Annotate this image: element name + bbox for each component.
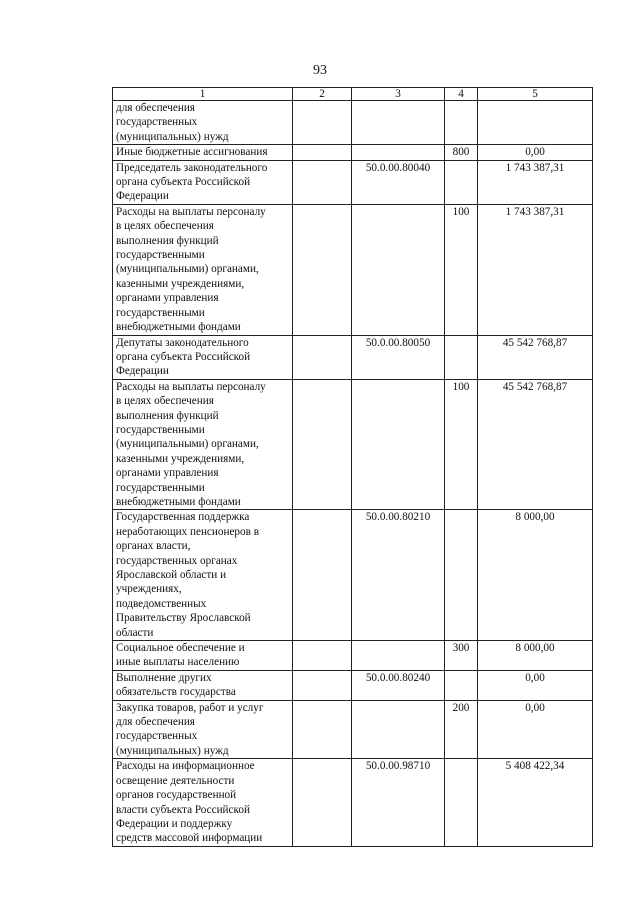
row-code-cell: [352, 700, 445, 759]
table-row: [113, 335, 593, 379]
row-type-cell: 200: [445, 700, 478, 759]
row-sum-cell: 45 542 768,87: [478, 335, 593, 379]
row-code-cell: 50.0.00.98710: [352, 759, 445, 846]
row-name-line: Иные бюджетные ассигнования: [116, 146, 268, 159]
row-col2-cell: [293, 160, 352, 204]
row-col2-cell: [293, 335, 352, 379]
row-sum-cell: 0,00: [478, 670, 593, 700]
row-code-cell: [352, 379, 445, 510]
column-header-3: 3: [352, 88, 445, 101]
row-name-line: обязательств государства: [116, 686, 236, 699]
row-name-cell: [113, 160, 293, 204]
row-name-line: органа субъекта Российской: [116, 350, 251, 363]
row-col2-cell: [293, 510, 352, 641]
row-name-line: Государственная поддержка: [116, 511, 250, 524]
row-name-cell: [113, 379, 293, 510]
row-type-cell: 300: [445, 641, 478, 671]
row-name-line: выполнения функций: [116, 234, 219, 247]
row-code-cell: [352, 641, 445, 671]
row-name-line: Депутаты законодательного: [116, 336, 249, 349]
row-col2-cell: [293, 670, 352, 700]
row-name-line: Правительству Ярославской: [116, 612, 251, 625]
row-name-line: казенными учреждениями,: [116, 452, 245, 465]
row-name-line: иные выплаты населению: [116, 656, 240, 669]
budget-table: [112, 87, 593, 847]
row-sum-cell: 1 743 387,31: [478, 160, 593, 204]
row-col2-cell: [293, 700, 352, 759]
row-name-cell: [113, 145, 293, 160]
row-name-cell: [113, 335, 293, 379]
row-name-line: (муниципальными) органами,: [116, 438, 259, 451]
row-code-cell: [352, 204, 445, 335]
row-name-line: средств массовой информации: [116, 832, 263, 845]
table-row: [113, 759, 593, 846]
row-name-line: Федерации: [116, 190, 169, 203]
row-name-line: в целях обеспечения: [116, 395, 214, 408]
row-name-line: Председатель законодательного: [116, 161, 268, 174]
row-sum-cell: 5 408 422,34: [478, 759, 593, 846]
table-row: [113, 204, 593, 335]
table-row: [113, 379, 593, 510]
row-code-cell: 50.0.00.80240: [352, 670, 445, 700]
row-type-cell: [445, 335, 478, 379]
row-name-line: органами управления: [116, 467, 219, 480]
row-name-cell: [113, 204, 293, 335]
row-sum-cell: 8 000,00: [478, 510, 593, 641]
column-header-5: 5: [478, 88, 593, 101]
row-name-line: государственными: [116, 423, 205, 436]
row-name-line: внебюджетными фондами: [116, 495, 241, 508]
row-name-line: органами управления: [116, 292, 219, 305]
row-name-line: (муниципальных) нужд: [116, 130, 229, 143]
row-name-line: государственных: [116, 730, 198, 743]
row-code-cell: 50.0.00.80210: [352, 510, 445, 641]
row-name-line: внебюджетными фондами: [116, 321, 241, 334]
row-name-line: государственными: [116, 306, 205, 319]
row-name-line: Федерации и поддержку: [116, 817, 233, 830]
row-code-cell: 50.0.00.80050: [352, 335, 445, 379]
row-name-line: для обеспечения: [116, 102, 195, 114]
row-sum-cell: 0,00: [478, 145, 593, 160]
table-row: [113, 160, 593, 204]
row-name-line: государственными: [116, 249, 205, 262]
table-body: [113, 101, 593, 847]
table-row: [113, 700, 593, 759]
row-name-line: Выполнение других: [116, 671, 212, 684]
column-header-4: 4: [445, 88, 478, 101]
row-sum-cell: [478, 101, 593, 145]
row-name-line: Расходы на информационное: [116, 760, 255, 773]
table-row: [113, 101, 593, 145]
row-col2-cell: [293, 145, 352, 160]
row-code-cell: [352, 101, 445, 145]
row-type-cell: [445, 510, 478, 641]
row-name-line: подведомственных: [116, 597, 207, 610]
row-name-line: Расходы на выплаты персоналу: [116, 380, 266, 393]
row-type-cell: 100: [445, 379, 478, 510]
table-row: [113, 670, 593, 700]
row-name-line: области: [116, 626, 154, 639]
row-col2-cell: [293, 379, 352, 510]
table-row: [113, 510, 593, 641]
row-name-cell: [113, 641, 293, 671]
row-name-line: в целях обеспечения: [116, 220, 214, 233]
row-type-cell: [445, 101, 478, 145]
row-sum-cell: 8 000,00: [478, 641, 593, 671]
row-col2-cell: [293, 101, 352, 145]
row-type-cell: 100: [445, 204, 478, 335]
row-name-line: органов государственной: [116, 789, 237, 802]
row-type-cell: [445, 759, 478, 846]
column-header-2: 2: [293, 88, 352, 101]
row-code-cell: [352, 145, 445, 160]
row-name-line: учреждениях,: [116, 583, 182, 596]
row-name-line: государственных органах: [116, 554, 238, 567]
row-col2-cell: [293, 204, 352, 335]
row-name-cell: [113, 700, 293, 759]
row-name-line: органа субъекта Российской: [116, 176, 251, 189]
row-name-line: органах власти,: [116, 540, 191, 553]
row-name-cell: [113, 670, 293, 700]
row-name-line: неработающих пенсионеров в: [116, 525, 259, 538]
row-code-cell: 50.0.00.80040: [352, 160, 445, 204]
row-name-line: выполнения функций: [116, 409, 219, 422]
row-name-line: Федерации: [116, 365, 169, 378]
page-number: 93: [313, 63, 327, 78]
row-name-line: для обеспечения: [116, 716, 195, 729]
row-sum-cell: 1 743 387,31: [478, 204, 593, 335]
row-name-line: казенными учреждениями,: [116, 277, 245, 290]
table-row: [113, 145, 593, 160]
row-col2-cell: [293, 641, 352, 671]
row-type-cell: [445, 670, 478, 700]
row-name-line: Социальное обеспечение и: [116, 642, 245, 655]
row-sum-cell: 45 542 768,87: [478, 379, 593, 510]
row-col2-cell: [293, 759, 352, 846]
row-name-cell: [113, 510, 293, 641]
row-name-line: освещение деятельности: [116, 774, 235, 787]
table-row: [113, 641, 593, 671]
row-name-line: (муниципальных) нужд: [116, 744, 229, 757]
row-sum-cell: 0,00: [478, 700, 593, 759]
row-name-line: Закупка товаров, работ и услуг: [116, 701, 264, 714]
row-name-cell: [113, 101, 293, 145]
column-header-1: 1: [113, 88, 293, 101]
row-name-line: государственными: [116, 481, 205, 494]
row-name-line: Расходы на выплаты персоналу: [116, 205, 266, 218]
row-name-cell: [113, 759, 293, 846]
row-name-line: государственных: [116, 116, 198, 129]
row-type-cell: [445, 160, 478, 204]
table-header-row: [113, 88, 593, 101]
row-name-line: власти субъекта Российской: [116, 803, 250, 816]
row-name-line: (муниципальными) органами,: [116, 263, 259, 276]
row-name-line: Ярославской области и: [116, 569, 227, 581]
row-type-cell: 800: [445, 145, 478, 160]
